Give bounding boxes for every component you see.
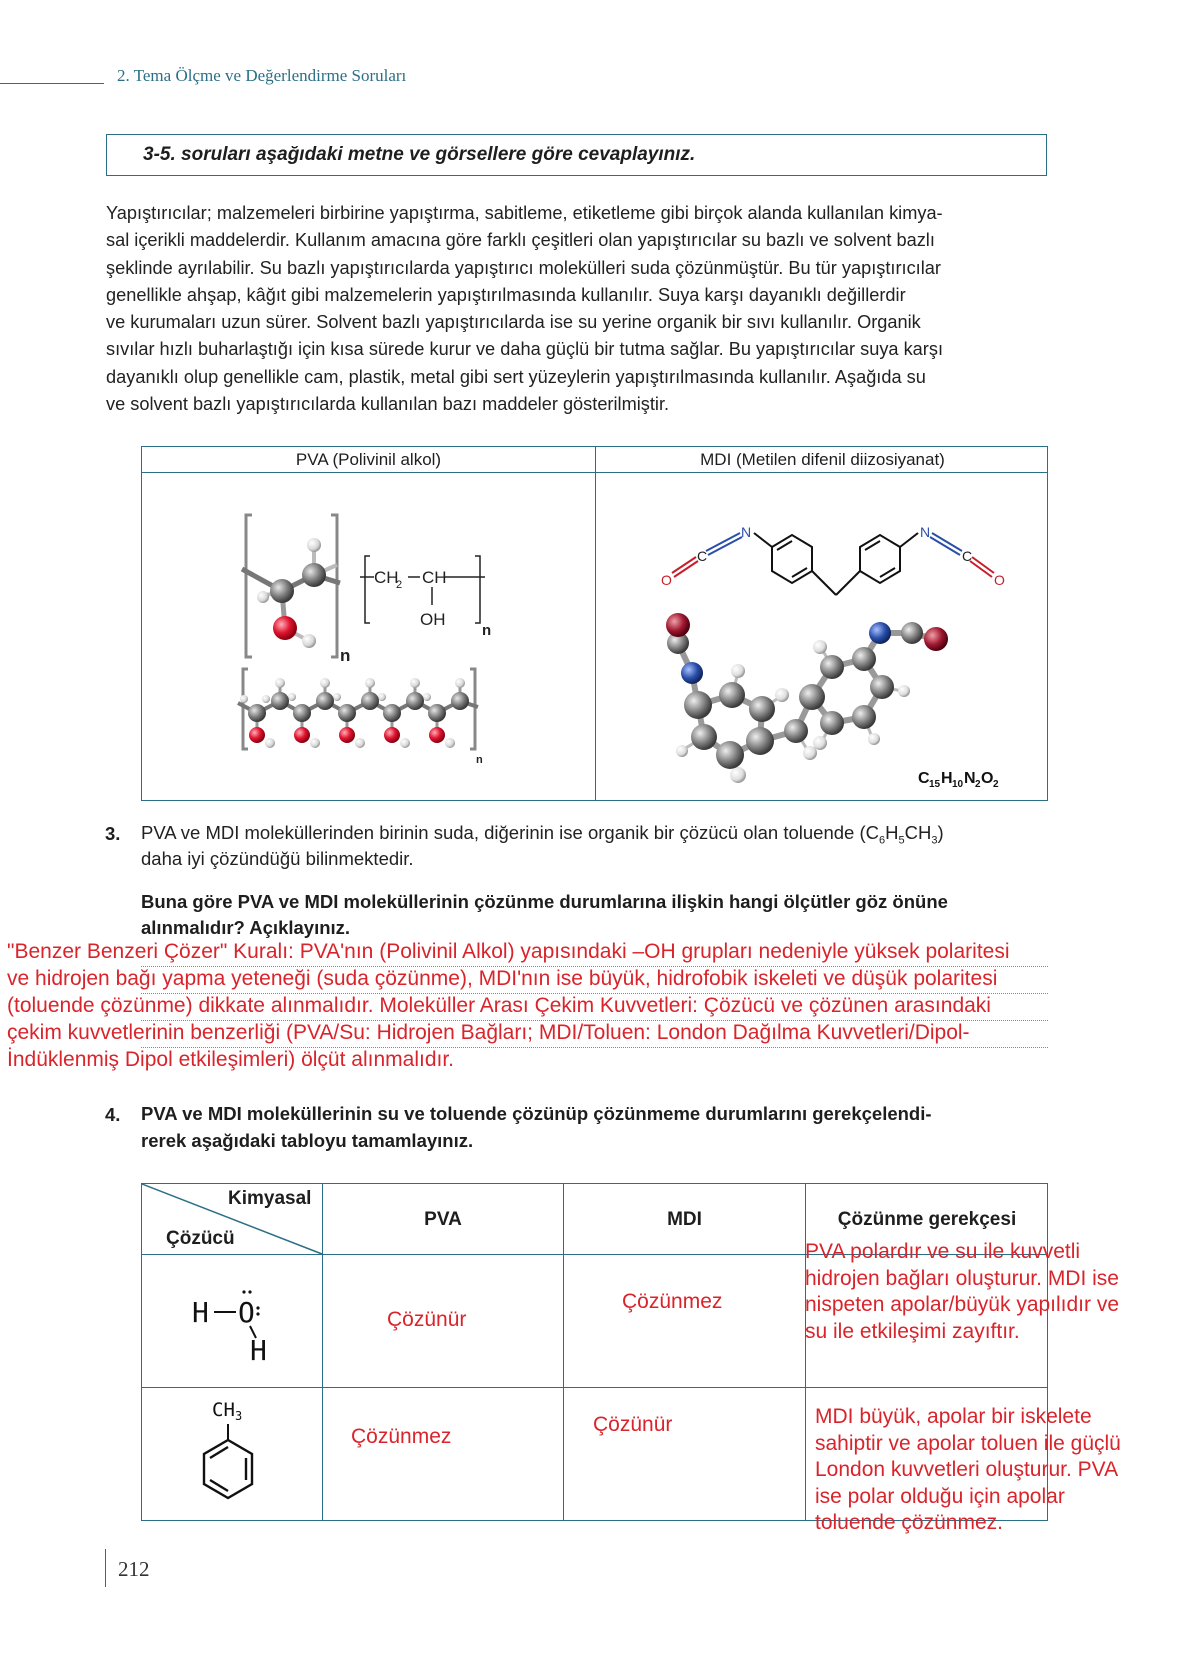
mdi-o-left: O — [661, 572, 672, 588]
mdi-header: MDI (Metilen difenil diizosiyanat) — [700, 450, 945, 469]
mdi-formula-c-sub: 15 — [929, 779, 941, 790]
water-h1: H — [192, 1296, 209, 1329]
question-3-prompt-line2: alınmalıdır? Açıklayınız. — [141, 917, 351, 938]
question-3-text: PVA ve MDI moleküllerinden birinin suda, diğerinin ise organik bir çözücü olan toluende $(C_6H_5CH_3)$ — [141, 822, 944, 847]
paragraph-line: genellikle ahşap, kâğıt gibi malzemelerin yapıştırılmasında kullanılır. Suya karşı dayanıklı değillerdir — [106, 284, 906, 305]
pva-oh-text: OH — [420, 610, 446, 629]
table-divider — [805, 1184, 806, 1520]
mdi-n-right: N — [920, 524, 931, 540]
question-3-text-line2: daha iyi çözündüğü bilinmektedir. — [141, 848, 414, 869]
paragraph-line: dayanıklı olup genellikle cam, plastik, metal gibi sert yüzeylerin yapıştırılmasında kullanılır. Aşağıda su — [106, 366, 926, 387]
header-kimyasal: Kimyasal — [228, 1188, 312, 1209]
answer-line-text: ve hidrojen bağı yapma yeteneği (suda çözünme), MDI'nın ise büyük, hidrofobik iskeleti ve düşük polaritesi — [7, 967, 998, 990]
reason-line: MDI büyük, apolar bir iskelete — [815, 1405, 1092, 1428]
pva-monomer-model — [242, 515, 350, 665]
water-reason-answer — [805, 1239, 1119, 1345]
pva-chain-model — [238, 669, 483, 766]
table-divider — [142, 1387, 1047, 1388]
page-number: 212 — [118, 1557, 150, 1581]
toluene-sub: 3 — [235, 1409, 243, 1423]
header-cozucu: Çözücü — [166, 1228, 235, 1249]
mdi-formula-o: O — [981, 770, 994, 787]
mdi-o-right: O — [994, 572, 1005, 588]
question-3-prompt: Buna göre PVA ve MDI moleküllerinin çözünme durumlarına ilişkin hangi ölçütler göz önüne — [141, 891, 948, 912]
running-header: 2. Tema Ölçme ve Değerlendirme Soruları — [117, 66, 407, 85]
page-number-rule — [105, 1549, 106, 1587]
mdi-c-right: C — [962, 548, 973, 564]
answer-line-text: (toluende çözünme) dikkate alınmalıdır. Moleküller Arası Çekim Kuvvetleri: Çözücü ve çözünen arasındaki — [7, 994, 991, 1017]
toluene-pva-answer: Çözünmez — [351, 1425, 452, 1448]
molecule-figure-table — [141, 446, 1048, 801]
mdi-formula-h: H — [941, 770, 953, 787]
reason-line: su ile etkileşimi zayıftır. — [805, 1319, 1020, 1343]
reason-line: London kuvvetleri oluşturur. PVA — [815, 1458, 1119, 1481]
intro-paragraph — [106, 200, 1054, 418]
mdi-formula-c: C — [918, 770, 930, 787]
paragraph-line: sal içerikli maddelerdir. Kullanım amacına göre farklı çeşitleri olan yapıştırıcılar su bazlı ve solvent bazlı — [106, 230, 935, 251]
mdi-n-left: N — [741, 524, 752, 540]
pva-ch2-text: CH — [374, 568, 399, 587]
pva-ch-text: CH — [422, 568, 447, 587]
mdi-formula-h-sub: 10 — [952, 779, 964, 790]
pva-ch2-subscript: 2 — [396, 579, 403, 591]
toluene-reason-answer — [815, 1404, 1121, 1537]
mdi-3d-model — [666, 613, 948, 783]
instruction-box — [106, 134, 1047, 176]
paragraph-line: ve kurumaları uzun sürer. Solvent bazlı yapıştırıcılarda ise su yerine organik bir sıvı kullanılır. Organik — [106, 312, 921, 333]
paragraph-line: ve solvent bazlı yapıştırıcılarda kullanılan bazı maddeler gösterilmiştir. — [106, 394, 670, 415]
water-mdi-answer: Çözünmez — [622, 1290, 723, 1313]
toluene-structure — [182, 1396, 292, 1518]
water-o: O — [238, 1296, 255, 1329]
header-reason: Çözünme gerekçesi — [837, 1209, 1017, 1230]
table-divider — [563, 1184, 564, 1520]
mdi-formula-o-sub: 2 — [993, 779, 999, 790]
question-3-number: 3. — [105, 823, 121, 844]
pva-n-text: n — [482, 622, 492, 639]
mdi-c-left: C — [697, 548, 708, 564]
question-3-answer — [7, 938, 1010, 1073]
water-structure — [182, 1284, 292, 1374]
mdi-formula-n: N — [964, 770, 976, 787]
reason-line: toluende çözünmez. — [815, 1511, 1003, 1534]
toluene-ch: CH — [212, 1399, 235, 1421]
answer-line-text: çekim kuvvetlerinin benzerliği (PVA/Su: Hidrojen Bağları; MDI/Toluen: London Dağılma Kuvvetleri/Dipol- — [7, 1021, 970, 1044]
paragraph-line: şeklinde ayrılabilir. Su bazlı yapıştırıcılarda yapıştırıcı molekülleri suda çözünmüştür. Bu tür yapıştırıcılar — [106, 257, 941, 278]
mdi-molecular-formula — [918, 770, 999, 790]
instruction-text: 3-5. soruları aşağıdaki metne ve görsellere göre cevaplayınız. — [143, 144, 696, 165]
water-h2: H — [250, 1334, 267, 1367]
question-4-prompt-line2: rerek aşağıdaki tabloyu tamamlayınız. — [141, 1130, 474, 1151]
pva-condensed-formula — [360, 556, 491, 639]
question-4-prompt: PVA ve MDI moleküllerinin su ve toluende çözünüp çözünmeme durumlarını gerekçelendi- — [141, 1103, 932, 1124]
reason-line: ise polar olduğu için apolar — [815, 1484, 1065, 1508]
pva-structure-illustration — [142, 473, 595, 801]
question-4-number: 4. — [105, 1104, 121, 1125]
mdi-structure-illustration — [596, 473, 1048, 801]
paragraph-line: Yapıştırıcılar; malzemeleri birbirine yapıştırma, sabitleme, etiketleme gibi birçok alanda kullanılan kimya- — [106, 203, 943, 223]
answer-line-text: "Benzer Benzeri Çözer" Kuralı: PVA'nın (Polivinil Alkol) yapısındaki –OH grupları nedeniyle yüksek polaritesi — [7, 940, 1010, 963]
svg-text:n: n — [476, 754, 483, 766]
water-pva-answer: Çözünür — [387, 1308, 467, 1331]
mdi-skeletal-formula — [672, 533, 994, 595]
reason-line: hidrojen bağları oluşturur. MDI ise — [805, 1266, 1119, 1290]
answer-line-text: İndüklenmiş Dipol etkileşimleri) ölçüt alınmalıdır. — [7, 1048, 454, 1071]
mdi-formula-n-sub: 2 — [975, 779, 981, 790]
reason-line: sahiptir ve apolar toluen ile güçlü — [815, 1431, 1121, 1455]
pva-header: PVA (Polivinil alkol) — [295, 450, 442, 469]
header-rule — [0, 83, 104, 84]
header-mdi: MDI — [667, 1209, 702, 1230]
reason-line: PVA polardır ve su ile kuvvetli — [805, 1240, 1081, 1263]
paragraph-line: sıvılar hızlı buharlaştığı için kısa sürede kurur ve daha güçlü bir tutma sağlar. Bu yapıştırıcılar suya karşı — [106, 339, 943, 360]
svg-text:n: n — [340, 646, 351, 665]
toluene-mdi-answer: Çözünür — [593, 1413, 673, 1436]
header-pva: PVA — [424, 1209, 462, 1230]
reason-line: nispeten apolar/büyük yapılıdır ve — [805, 1293, 1120, 1316]
